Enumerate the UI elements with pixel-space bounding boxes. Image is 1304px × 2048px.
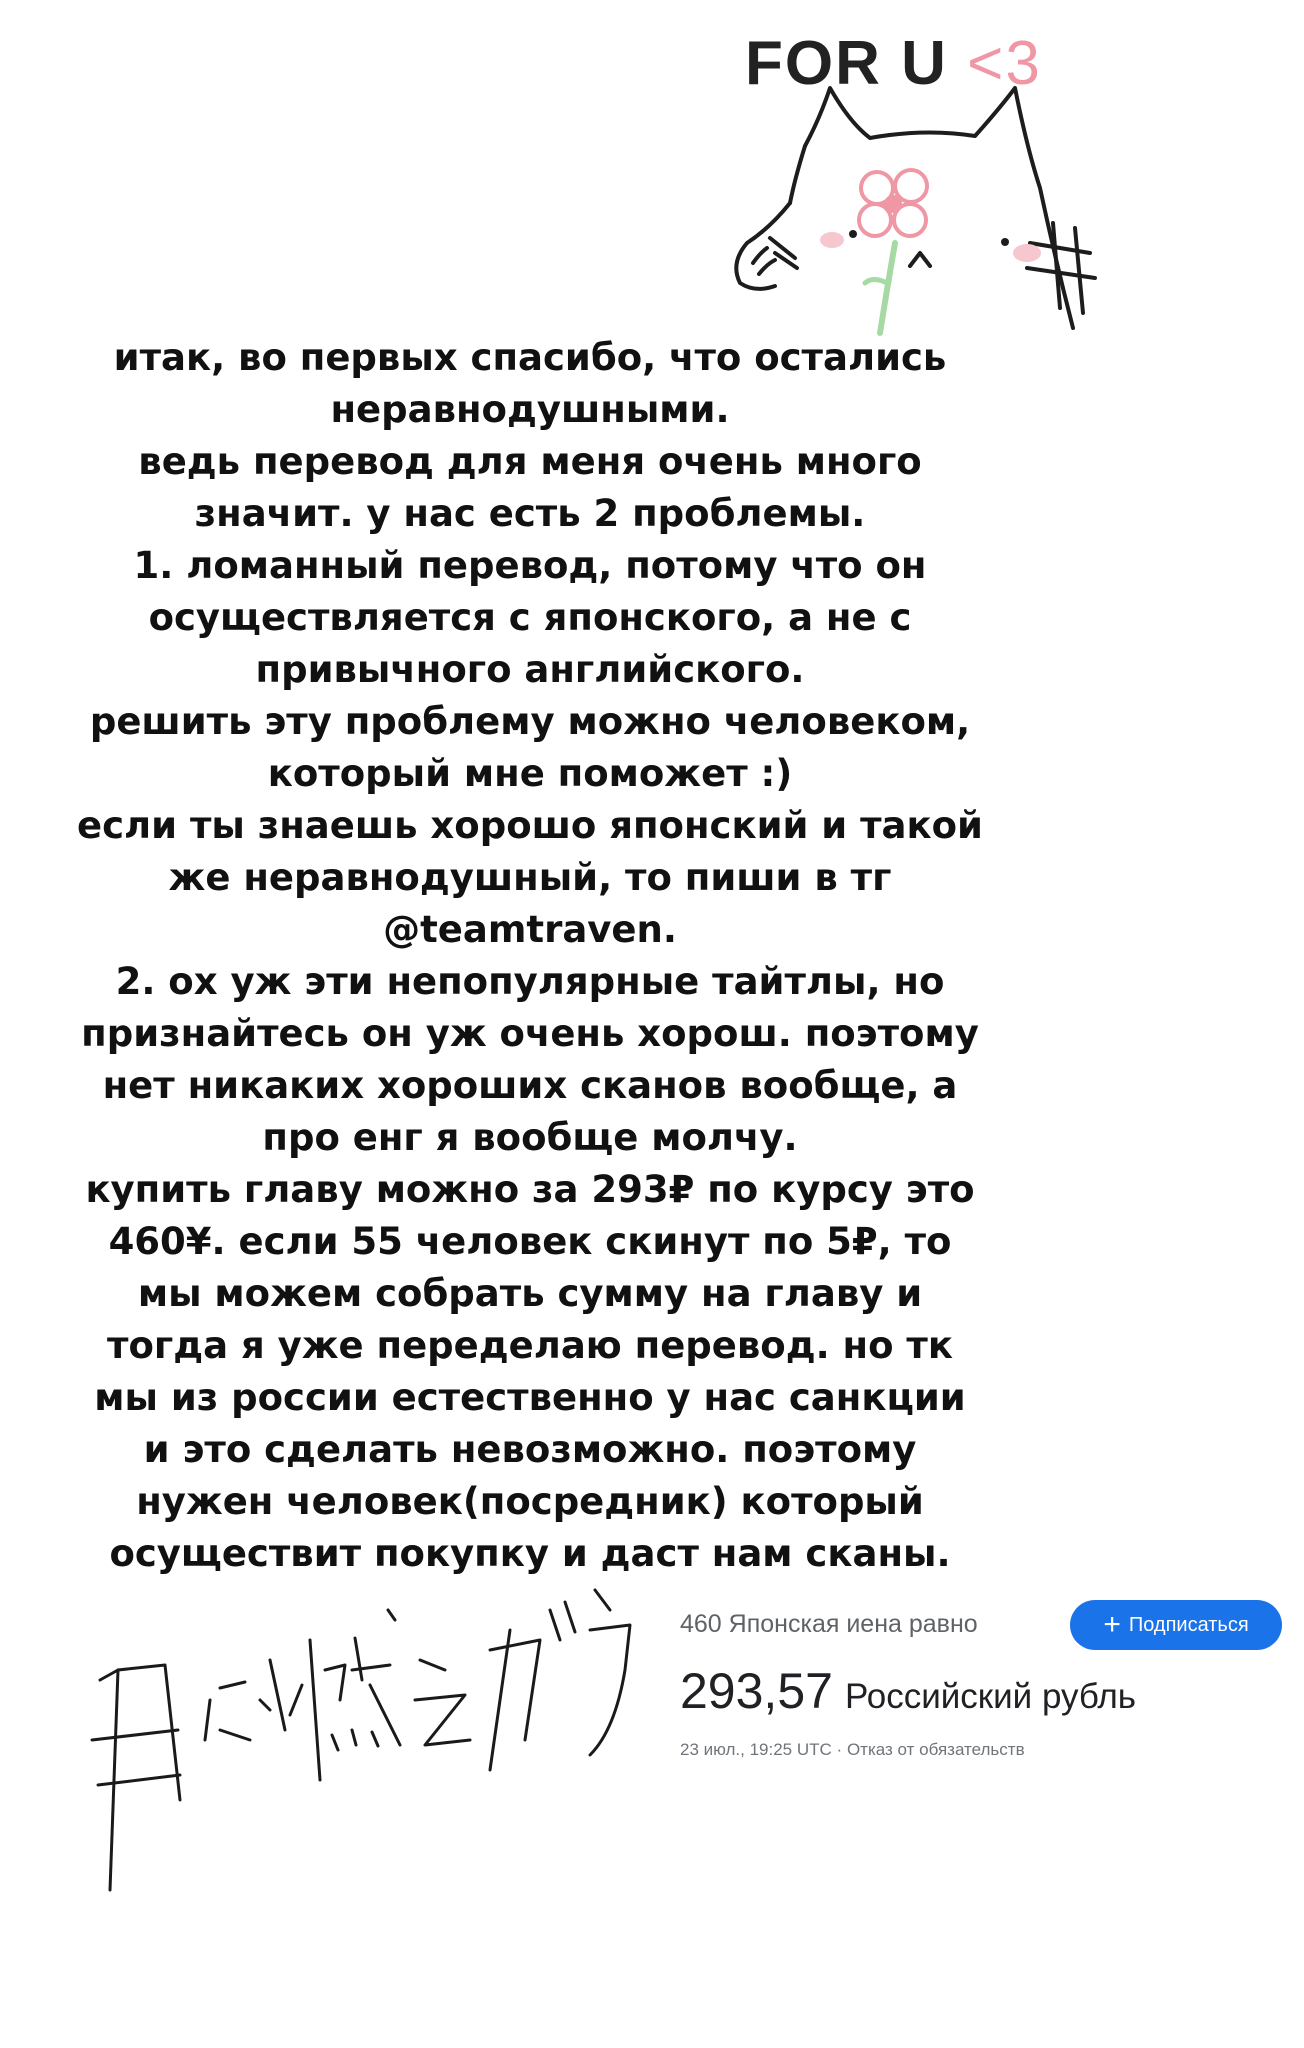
heart-text: <3 <box>967 29 1042 98</box>
signature-handwriting-icon <box>92 1590 630 1890</box>
currency-result <box>680 1662 1136 1720</box>
message-line: осуществит покупку и даст нам сканы. <box>109 1532 951 1575</box>
message-line: @teamtraven. <box>383 908 677 951</box>
message-line: осуществляется с японского, а не с <box>148 596 912 639</box>
disclaimer-link[interactable]: Отказ от обязательств <box>846 1740 1025 1759</box>
message-line: признайтесь он уж очень хорош. поэтому <box>81 1012 979 1055</box>
eye-left-icon <box>849 230 857 238</box>
message-line: ведь перевод для меня очень много <box>138 440 922 483</box>
message-line: же неравнодушный, то пиши в тг <box>168 856 892 899</box>
for-u-text: FOR U <box>745 29 948 98</box>
message-line: нет никаких хороших сканов вообще, а <box>102 1064 958 1107</box>
flower-icon <box>859 170 927 236</box>
message-line: 460¥. если 55 человек скинут по 5₽, то <box>108 1220 952 1263</box>
message-line: привычного английского. <box>255 648 805 691</box>
meta-separator: · <box>836 1740 843 1759</box>
message-line: если ты знаешь хорошо японский и такой <box>77 804 983 847</box>
subscribe-button[interactable] <box>1070 1600 1282 1650</box>
message-line: 1. ломанный перевод, потому что он <box>133 544 927 587</box>
subscribe-label: Подписаться <box>1128 1613 1249 1636</box>
converted-currency: Российский рубль <box>844 1677 1137 1716</box>
message-line: неравнодушными. <box>330 388 730 431</box>
currency-card <box>665 1580 1285 1780</box>
blush-left-icon <box>820 232 844 248</box>
currency-from-text: 460 Японская иена равно <box>680 1610 978 1638</box>
for-u-label <box>745 28 1042 99</box>
message-text <box>30 332 1030 1580</box>
message-line: мы из россии естественно у нас санкции <box>94 1376 966 1419</box>
message-line: купить главу можно за 293₽ по курсу это <box>85 1168 975 1211</box>
message-line: про енг я вообще молчу. <box>262 1116 798 1159</box>
message-line: мы можем собрать сумму на главу и <box>137 1272 923 1315</box>
cat-drawing-icon <box>736 88 1095 328</box>
eye-right-icon <box>1001 238 1009 246</box>
message-line: значит. у нас есть 2 проблемы. <box>194 492 866 535</box>
flower-stem-icon <box>880 243 895 333</box>
message-line: итак, во первых спасибо, что остались <box>113 336 947 379</box>
blush-right-icon <box>1013 244 1041 262</box>
message-line: и это сделать невозможно. поэтому <box>143 1428 917 1471</box>
message-line: 2. ох уж эти непопулярные тайтлы, но <box>115 960 945 1003</box>
timestamp: 23 июл., 19:25 UTC <box>680 1740 832 1759</box>
message-line: тогда я уже переделаю перевод. но тк <box>107 1324 953 1367</box>
plus-icon: + <box>1103 1608 1121 1641</box>
signature <box>70 1570 670 1920</box>
message-line: решить эту проблему можно человеком, <box>89 700 971 743</box>
converted-value: 293,57 <box>680 1663 833 1719</box>
currency-meta <box>680 1740 1025 1760</box>
message-line: который мне поможет :) <box>267 752 793 795</box>
message-line: нужен человек(посредник) который <box>136 1480 924 1523</box>
